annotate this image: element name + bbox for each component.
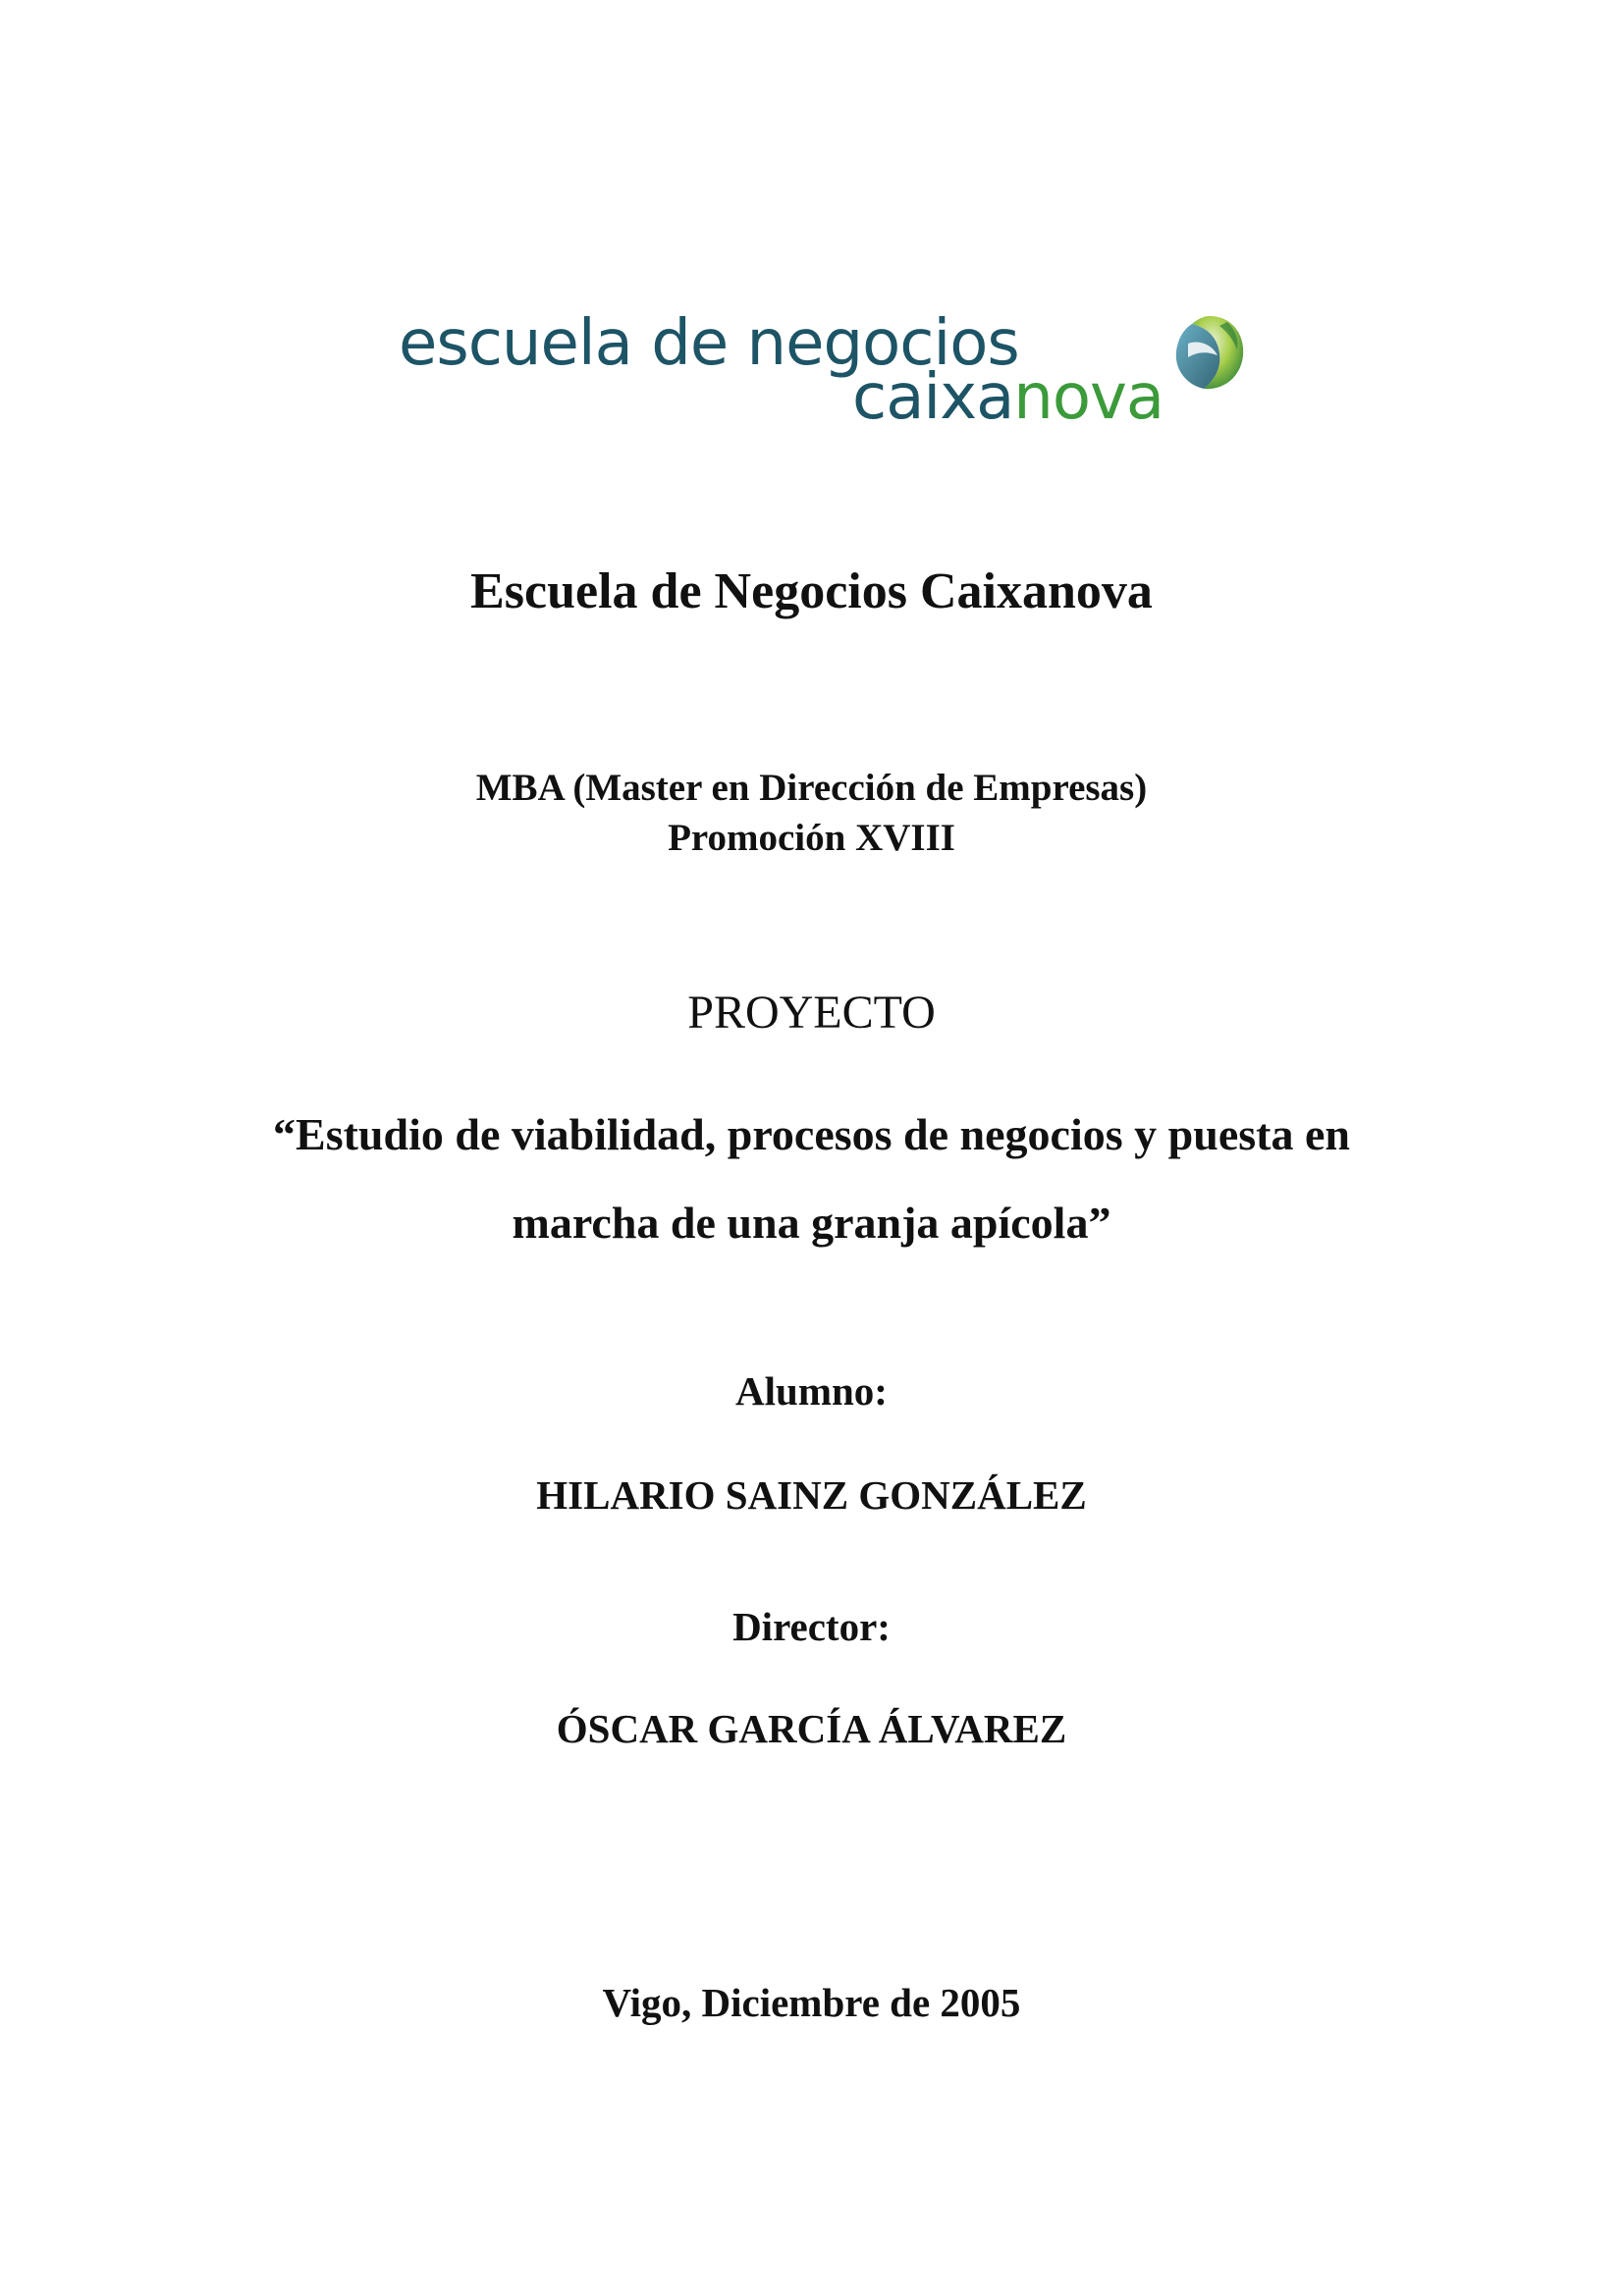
student-label: Alumno:	[735, 1368, 888, 1414]
program-promotion: Promoción XVIII	[668, 817, 955, 859]
school-name: Escuela de Negocios Caixanova	[470, 563, 1153, 619]
logo-text-caixa: caixa	[852, 361, 1014, 434]
place-date: Vigo, Diciembre de 2005	[602, 1980, 1021, 2025]
program-name: MBA (Master en Dirección de Empresas)	[475, 767, 1148, 809]
globe-swirl-icon	[1170, 310, 1249, 395]
director-label: Director:	[732, 1604, 891, 1649]
director-name: ÓSCAR GARCÍA ÁLVAREZ	[556, 1706, 1067, 1751]
student-name: HILARIO SAINZ GONZÁLEZ	[536, 1472, 1087, 1518]
project-title-line1: “Estudio de viabilidad, procesos de negocios y puesta en	[273, 1109, 1350, 1159]
project-label: PROYECTO	[687, 987, 936, 1039]
project-title-line2: marcha de una granja apícola”	[512, 1198, 1111, 1248]
logo-text-line2	[852, 361, 1164, 434]
school-logo	[395, 294, 1259, 442]
logo-text-nova: nova	[1013, 361, 1164, 434]
logo-text-line1: escuela de negocios	[399, 307, 1019, 380]
